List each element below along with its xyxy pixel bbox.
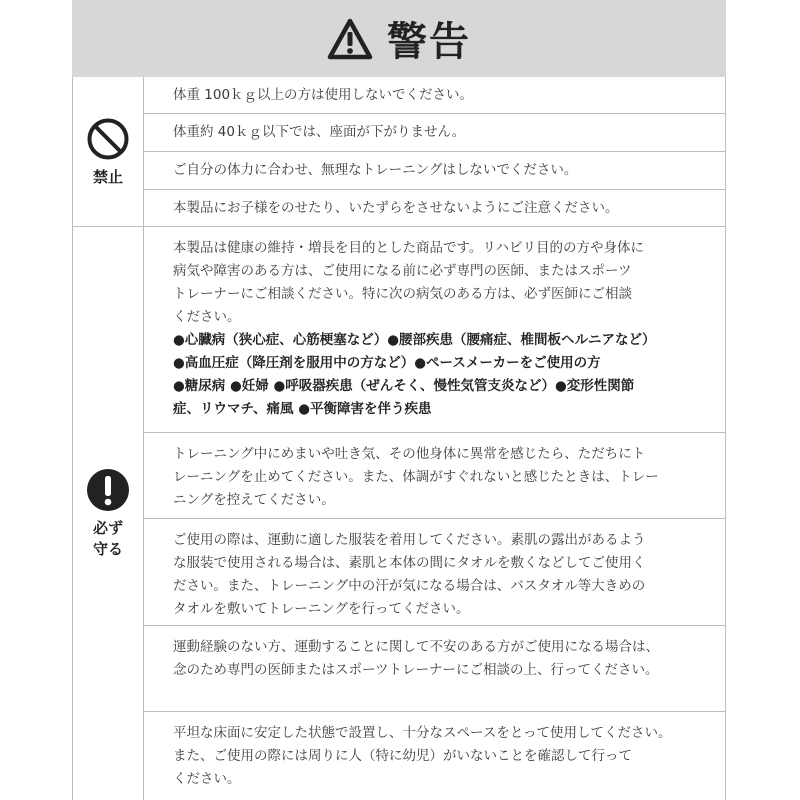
health-intro-line: ください。 [173,309,241,325]
mandatory-item-line: 平坦な床面に安定した状態で設置し、十分なスペースをとって使用してください。 [173,725,672,741]
no-entry-icon [86,117,130,161]
health-warning [144,227,725,433]
prohibited-item: 体重 100ｋｇ以上の方は使用しないでください。 [144,77,725,114]
warning-panel [72,0,726,800]
category-label-prohibited: 禁止 [92,167,123,186]
prohibited-item: 体重約 40ｋｇ以下では、座面が下がりません。 [144,114,725,152]
health-condition-line: ●糖尿病 ●妊婦 ●呼吸器疾患（ぜんそく、慢性気管支炎など）●変形性関節 [173,378,635,394]
mandatory-item-line: また、ご使用の際には周りに人（特に幼児）がいないことを確認して行って [173,748,632,764]
mandatory-item-line: 運動経験のない方、運動することに関して不安のある方がご使用になる場合は、 [173,639,659,655]
mandatory-item [144,433,725,519]
mandatory-item [144,712,725,800]
mandatory-item [144,519,725,626]
category-label-mandatory: 必ず 守る [92,518,123,558]
health-condition-line: ●高血圧症（降圧剤を服用中の方など）●ペースメーカーをご使用の方 [173,355,601,371]
mandatory-item-line: 念のため専門の医師またはスポーツトレーナーにご相談の上、行ってください。 [173,662,659,678]
prohibited-item: ご自分の体力に合わせ、無理なトレーニングはしないでください。 [144,152,725,190]
warning-table [72,77,726,800]
mandatory-item-line: タオルを敷いてトレーニングを行ってください。 [173,601,470,617]
warning-title: 警告 [387,19,471,65]
health-intro-line: 本製品は健康の維持・増長を目的とした商品です。リハビリ目的の方や身体に [173,240,645,256]
mandatory-item-line: レーニングを止めてください。また、体調がすぐれないと感じたときは、トレー [173,469,659,485]
health-intro-line: トレーナーにご相談ください。特に次の病気のある方は、必ず医師にご相談 [173,286,632,302]
category-mandatory [73,227,144,800]
mandatory-item-line: ください。 [173,771,241,787]
warning-header [72,0,726,77]
category-prohibited [73,77,144,227]
mandatory-item-line: ニングを控えてください。 [173,492,335,508]
prohibited-item: 本製品にお子様をのせたり、いたずらをさせないようにご注意ください。 [144,190,725,227]
mandatory-item [144,626,725,712]
health-intro-line: 病気や障害のある方は、ご使用になる前に必ず専門の医師、またはスポーツ [173,263,632,279]
warning-triangle-icon [327,18,373,60]
exclamation-circle-icon [86,468,130,512]
mandatory-item-line: ださい。また、トレーニング中の汗が気になる場合は、バスタオル等大きめの [173,578,646,594]
mandatory-item-line: な服装で使用される場合は、素肌と本体の間にタオルを敷くなどしてご使用く [173,555,646,571]
health-condition-line: ●心臓病（狭心症、心筋梗塞など）●腰部疾患（腰痛症、椎間板ヘルニアなど） [173,332,656,348]
health-condition-line: 症、リウマチ、痛風 ●平衡障害を伴う疾患 [173,401,432,417]
mandatory-item-line: トレーニング中にめまいや吐き気、その他身体に異常を感じたら、ただちにト [173,446,646,462]
mandatory-item-line: ご使用の際は、運動に適した服装を着用してください。素肌の露出があるよう [173,532,646,548]
